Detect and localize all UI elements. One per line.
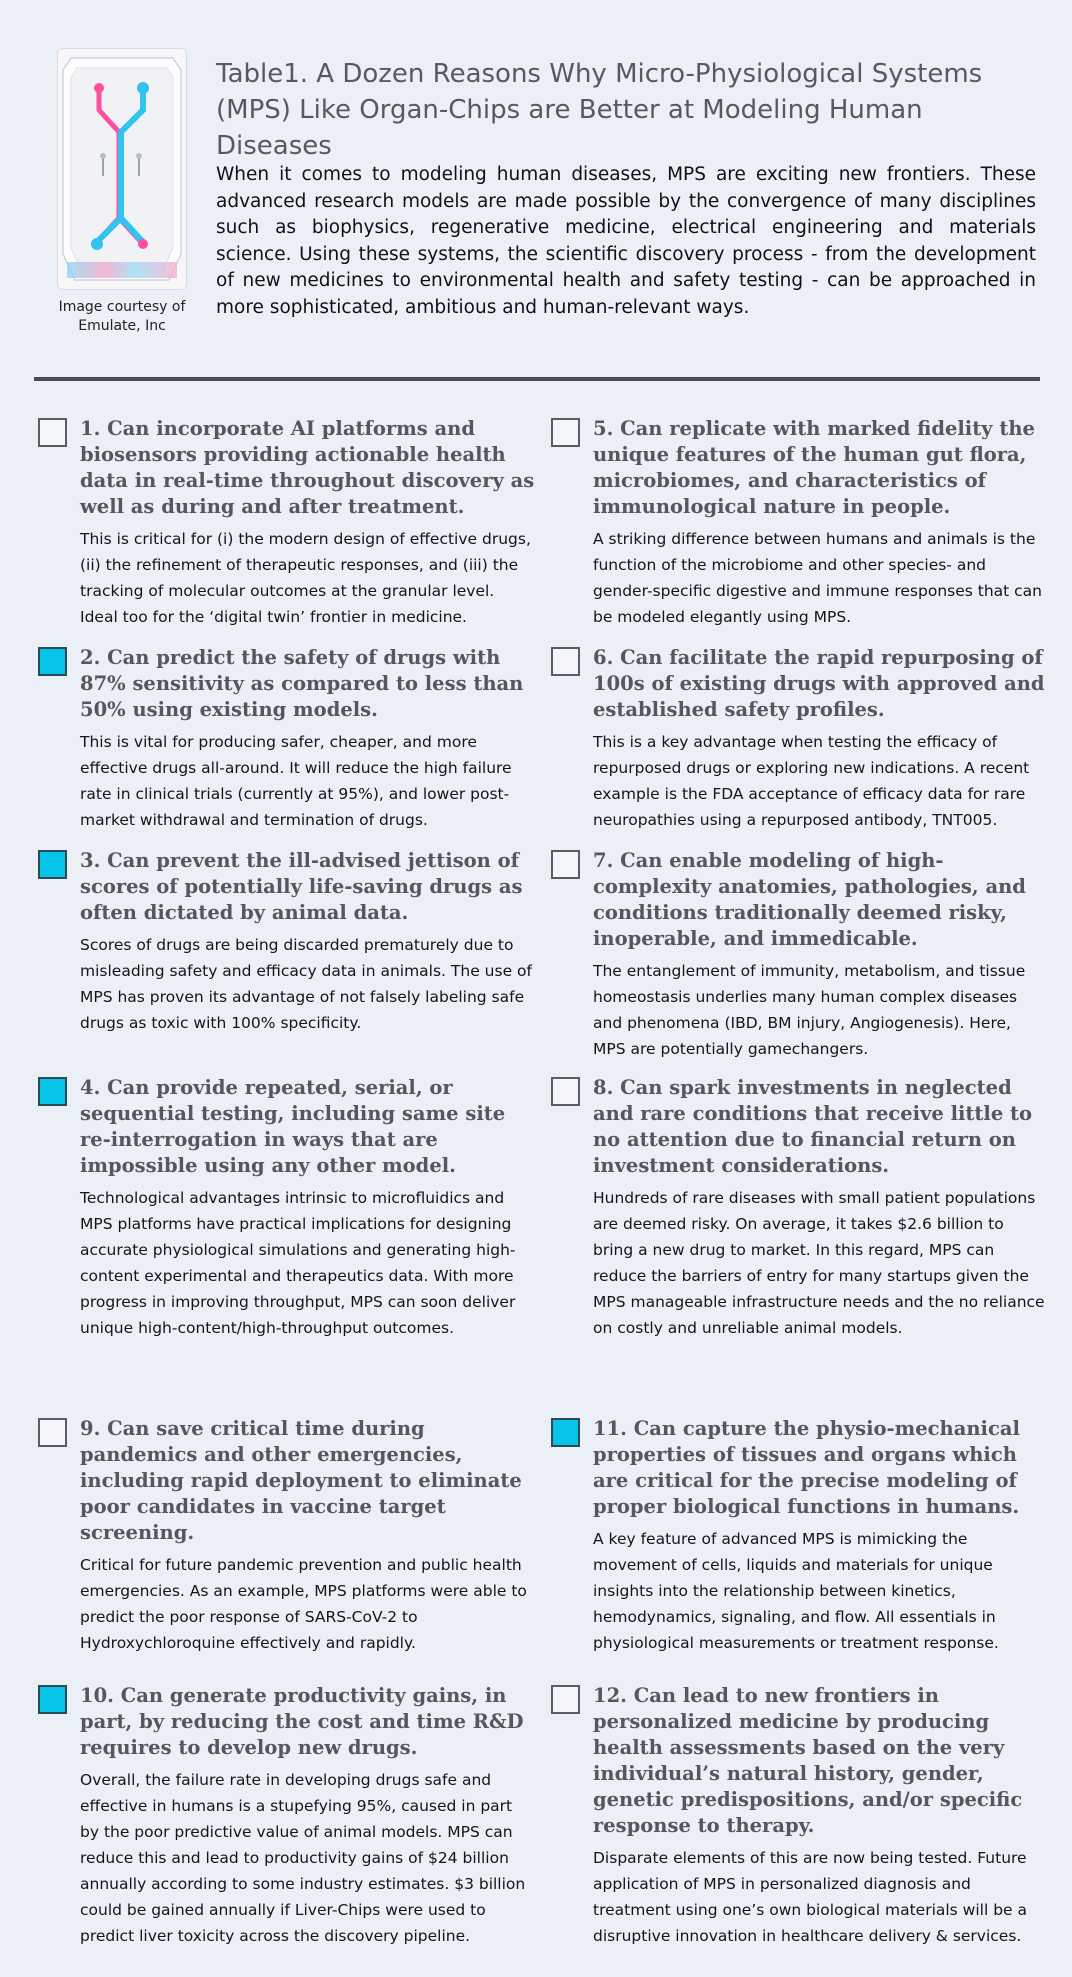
reason-5	[593, 416, 1048, 630]
chip-base-gradient	[67, 262, 177, 278]
reason-title: 1. Can incorporate AI platforms and biosensors providing actionable health data in real-time throughout discovery as well as during and after treatment.	[80, 417, 535, 518]
reason-body: A striking difference between humans and animals is the function of the microbiome and other species- and gender-specific digestive and immune responses that can be modeled elegantly using MPS.	[593, 530, 1043, 626]
reason-title: 9. Can save critical time during pandemics and other emergencies, including rapid deployment to eliminate poor candidates in vaccine target screening.	[80, 1417, 522, 1544]
reason-body: A key feature of advanced MPS is mimicking the movement of cells, liquids and materials for unique insights into the relationship between kinetics, hemodynamics, signaling, and flow. All essentials in physiological measurements or treatment response.	[593, 1530, 999, 1652]
reason-title: 7. Can enable modeling of high-complexity anatomies, pathologies, and conditions traditionally deemed risky, inoperable, and immedicable.	[593, 849, 1026, 950]
checkbox-reason-11[interactable]	[551, 1418, 580, 1447]
reason-body: This is a key advantage when testing the efficacy of repurposed drugs or exploring new indications. A recent example is the FDA acceptance of efficacy data for rare neuropathies using a repurposed antibody, TNT005.	[593, 733, 1030, 829]
organ-chip-image	[57, 48, 187, 290]
reason-body: Critical for future pandemic prevention and public health emergencies. As an example, MPS platforms were able to predict the poor response of SARS-CoV-2 to Hydroxychloroquine effectively and rapidly.	[80, 1556, 527, 1652]
reason-title: 2. Can predict the safety of drugs with 87% sensitivity as compared to less than 50% using existing models.	[80, 646, 524, 721]
reason-8	[593, 1075, 1048, 1341]
reason-title: 5. Can replicate with marked fidelity the unique features of the human gut flora, microbiomes, and characteristics of immunological nature in people.	[593, 417, 1035, 518]
reason-title: 10. Can generate productivity gains, in part, by reducing the cost and time R&D requires to develop new drugs.	[80, 1684, 524, 1759]
divider	[34, 377, 1040, 381]
reason-2	[80, 645, 535, 833]
checkbox-reason-10[interactable]	[38, 1685, 67, 1714]
reason-title: 12. Can lead to new frontiers in personalized medicine by producing health assessments based on the very individual’s natural history, gender, genetic predispositions, and/or specific response to therapy.	[593, 1684, 1023, 1837]
organ-chip-illustration	[57, 48, 187, 290]
reason-7	[593, 848, 1048, 1062]
image-caption: Image courtesy of Emulate, Inc	[58, 299, 186, 334]
reason-body: This is critical for (i) the modern design of effective drugs, (ii) the refinement of therapeutic responses, and (iii) the tracking of molecular outcomes at the granular level. Ideal too for the ‘digital twin’ frontier in medicine.	[80, 530, 531, 626]
reason-11	[593, 1416, 1048, 1656]
page-title: Table1. A Dozen Reasons Why Micro-Physiological Systems (MPS) Like Organ-Chips are Better at Modeling Human Diseases	[216, 59, 983, 161]
reason-title: 6. Can facilitate the rapid repurposing of 100s of existing drugs with approved and established safety profiles.	[593, 646, 1045, 721]
reason-6	[593, 645, 1048, 833]
checkbox-reason-5[interactable]	[551, 418, 580, 447]
reason-body: Overall, the failure rate in developing drugs safe and effective in humans is a stupefying 95%, caused in part by the poor predictive value of animal models. MPS can reduce this and lead to productivity gains of $24 billion annually according to some industry estimates. $3 billion could be gained annually if Liver-Chips were used to predict liver toxicity across the discovery pipeline.	[80, 1771, 526, 1945]
reason-title: 3. Can prevent the ill-advised jettison of scores of potentially life-saving drugs as often dictated by animal data.	[80, 849, 523, 924]
reason-4	[80, 1075, 535, 1341]
checkbox-reason-9[interactable]	[38, 1418, 67, 1447]
reason-title: 11. Can capture the physio-mechanical properties of tissues and organs which are critical for the precise modeling of proper biological functions in humans.	[593, 1417, 1020, 1518]
reason-title: 4. Can provide repeated, serial, or sequential testing, including same site re-interrogation in ways that are impossible using any other model.	[80, 1076, 506, 1177]
reason-9	[80, 1416, 535, 1656]
reason-body: Disparate elements of this are now being tested. Future application of MPS in personalized diagnosis and treatment using one’s own biological materials will be a disruptive innovation in healthcare delivery & services.	[593, 1849, 1027, 1945]
reason-body: Scores of drugs are being discarded prematurely due to misleading safety and efficacy data in animals. The use of MPS has proven its advantage of not falsely labeling safe drugs as toxic with 100% specificity.	[80, 936, 532, 1032]
reason-12	[593, 1683, 1048, 1949]
reason-body: The entanglement of immunity, metabolism, and tissue homeostasis underlies many human complex diseases and phenomena (IBD, BM injury, Angiogenesis). Here, MPS are potentially gamechangers.	[593, 962, 1026, 1058]
checkbox-reason-7[interactable]	[551, 850, 580, 879]
checkbox-reason-1[interactable]	[38, 418, 67, 447]
intro-paragraph: When it comes to modeling human diseases, MPS are exciting new frontiers. These advanced research models are made possible by the convergence of many disciplines such as biophysics, regenerative medicine, electrical engineering and materials science. Using these systems, the scientific discovery process - from the development of new medicines to environmental health and safety testing - can be approached in more sophisticated, ambitious and human-relevant ways.	[216, 164, 1036, 318]
reason-10	[80, 1683, 535, 1949]
checkbox-reason-12[interactable]	[551, 1685, 580, 1714]
reason-3	[80, 848, 535, 1036]
reason-1	[80, 416, 535, 630]
checkbox-reason-4[interactable]	[38, 1077, 67, 1106]
checkbox-reason-3[interactable]	[38, 850, 67, 879]
reason-body: Technological advantages intrinsic to microfluidics and MPS platforms have practical implications for designing accurate physiological simulations and generating high-content experimental and therapeutics data. With more progress in improving throughput, MPS can soon deliver unique high-content/high-throughput outcomes.	[80, 1189, 516, 1337]
reason-title: 8. Can spark investments in neglected and rare conditions that receive little to no attention due to financial return on investment considerations.	[593, 1076, 1033, 1177]
reason-body: This is vital for producing safer, cheaper, and more effective drugs all-around. It will reduce the high failure rate in clinical trials (currently at 95%), and lower post-market withdrawal and termination of drugs.	[80, 733, 512, 829]
checkbox-reason-2[interactable]	[38, 647, 67, 676]
checkbox-reason-8[interactable]	[551, 1077, 580, 1106]
reason-body: Hundreds of rare diseases with small patient populations are deemed risky. On average, it takes $2.6 billion to bring a new drug to market. In this regard, MPS can reduce the barriers of entry for many startups given the MPS manageable infrastructure needs and the no reliance on costly and unreliable animal models.	[593, 1189, 1045, 1337]
checkbox-reason-6[interactable]	[551, 647, 580, 676]
